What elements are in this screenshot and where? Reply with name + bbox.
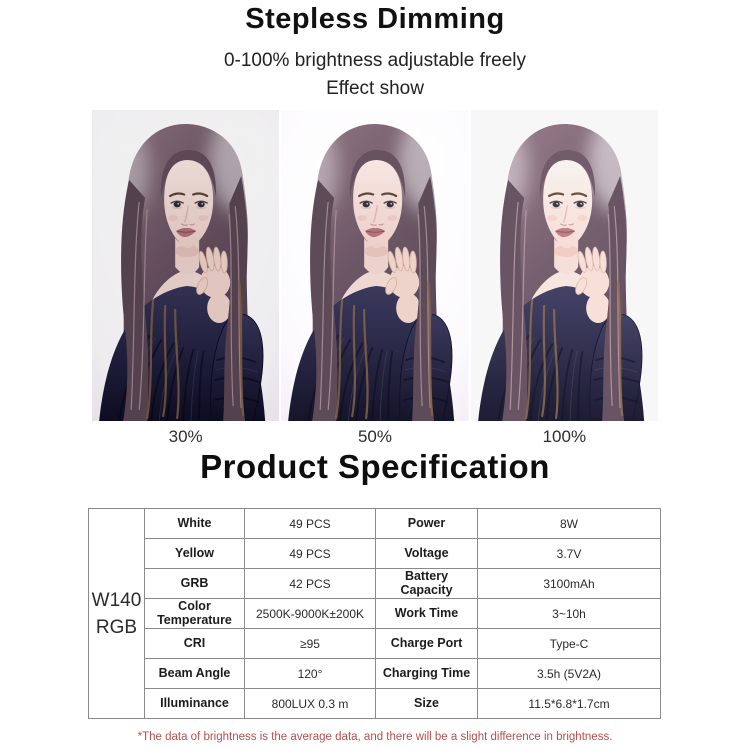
- spec-label: Power: [376, 509, 478, 539]
- spec-value: 3.7V: [478, 539, 661, 569]
- effect-show-photos: [92, 110, 658, 447]
- spec-row: [89, 599, 661, 629]
- spec-value: 800LUX 0.3 m: [245, 689, 376, 719]
- spec-row: [89, 659, 661, 689]
- spec-row: [89, 509, 661, 539]
- spec-value: 8W: [478, 509, 661, 539]
- subtitle: 0-100% brightness adjustable freely: [223, 50, 527, 71]
- portrait-photo-100: [471, 110, 658, 421]
- spec-value: 120°: [245, 659, 376, 689]
- portrait-photo-30: [92, 110, 279, 421]
- spec-row: [89, 569, 661, 599]
- spec-label: Beam Angle: [145, 659, 245, 689]
- effect-show-label: Effect show: [326, 78, 424, 99]
- page-title: Stepless Dimming: [245, 3, 505, 35]
- spec-row: [89, 629, 661, 659]
- spec-label: GRB: [145, 569, 245, 599]
- spec-label: Work Time: [376, 599, 478, 629]
- brightness-value-label: 50%: [357, 427, 392, 446]
- model-line2: RGB: [95, 616, 138, 638]
- spec-row: [89, 689, 661, 719]
- brightness-value-label: 30%: [168, 427, 203, 446]
- brightness-panel-100: [471, 110, 658, 447]
- spec-label: Battery Capacity: [376, 569, 478, 599]
- spec-value: 2500K-9000K±200K: [245, 599, 376, 629]
- spec-table: [88, 508, 661, 719]
- spec-value: 42 PCS: [245, 569, 376, 599]
- spec-heading: Product Specification: [200, 448, 550, 485]
- spec-label: CRI: [145, 629, 245, 659]
- spec-label: Color Temperature: [145, 599, 245, 629]
- spec-label: Size: [376, 689, 478, 719]
- model-line1: W140: [91, 589, 142, 611]
- spec-value: 49 PCS: [245, 509, 376, 539]
- model-cell: [89, 509, 145, 719]
- spec-label: Yellow: [145, 539, 245, 569]
- spec-label: Voltage: [376, 539, 478, 569]
- spec-value: 49 PCS: [245, 539, 376, 569]
- spec-value: Type-C: [478, 629, 661, 659]
- spec-value: 3100mAh: [478, 569, 661, 599]
- spec-label: Illuminance: [145, 689, 245, 719]
- spec-label: Charging Time: [376, 659, 478, 689]
- portrait-photo-50: [281, 110, 468, 421]
- spec-label: Charge Port: [376, 629, 478, 659]
- spec-value: 3.5h (5V2A): [478, 659, 661, 689]
- spec-value: 11.5*6.8*1.7cm: [478, 689, 661, 719]
- spec-value: ≥95: [245, 629, 376, 659]
- brightness-value-label: 100%: [542, 427, 587, 446]
- brightness-panel-30: [92, 110, 279, 447]
- spec-label: White: [145, 509, 245, 539]
- brightness-footnote: *The data of brightness is the average data, and there will be a slight difference in brightness.: [137, 731, 613, 743]
- spec-value: 3~10h: [478, 599, 661, 629]
- brightness-panel-50: [281, 110, 468, 447]
- spec-row: [89, 539, 661, 569]
